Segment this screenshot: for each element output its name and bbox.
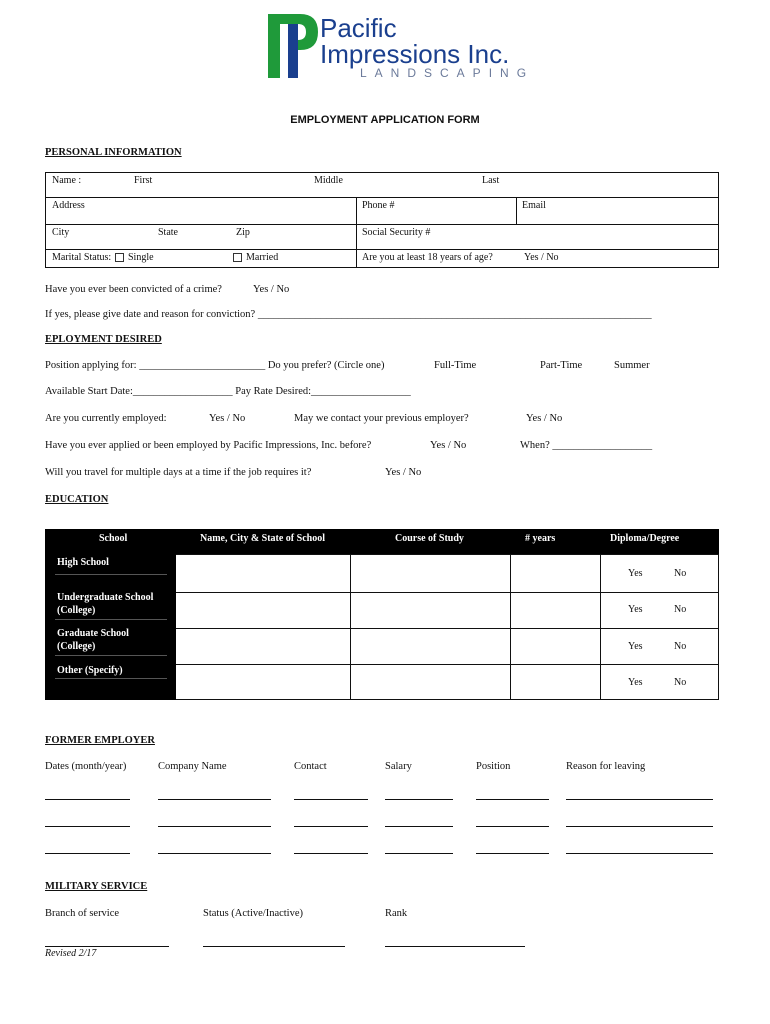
education-heading: EDUCATION	[45, 494, 109, 505]
education-table	[45, 529, 719, 700]
company-logo	[266, 10, 535, 82]
former-line[interactable]	[45, 826, 130, 827]
former-line[interactable]	[294, 826, 368, 827]
desired-heading: EPLOYMENT DESIRED	[45, 334, 162, 345]
former-line[interactable]	[385, 853, 453, 854]
former-col-salary: Salary	[385, 761, 412, 772]
ug-no[interactable]: No	[674, 604, 687, 615]
state-label[interactable]: State	[158, 227, 178, 238]
marital-label: Marital Status:	[52, 252, 112, 263]
former-col-position: Position	[476, 761, 511, 772]
full-time-option[interactable]: Full-Time	[434, 360, 477, 371]
employed-answer[interactable]: Yes / No	[209, 413, 246, 424]
col-diploma: Diploma/Degree	[610, 533, 680, 544]
other-yes[interactable]: Yes	[628, 677, 643, 688]
single-label: Single	[128, 252, 154, 263]
ug-yes[interactable]: Yes	[628, 604, 643, 615]
name-label: Name :	[52, 175, 82, 186]
school-type-column	[45, 554, 176, 700]
when-field[interactable]: When? ___________________	[520, 440, 653, 451]
age-answer[interactable]: Yes / No	[524, 252, 559, 263]
col-school: School	[99, 533, 128, 544]
former-line[interactable]	[476, 826, 549, 827]
former-col-dates: Dates (month/year)	[45, 761, 127, 772]
school-graduate: Graduate School (College)	[57, 628, 129, 652]
grad-no[interactable]: No	[674, 641, 687, 652]
former-line[interactable]	[385, 799, 453, 800]
col-years: # years	[525, 533, 556, 544]
revised-date: Revised 2/17	[45, 948, 97, 959]
part-time-option[interactable]: Part-Time	[540, 360, 583, 371]
employed-question: Are you currently employed:	[45, 413, 167, 424]
former-line[interactable]	[476, 853, 549, 854]
last-name-label[interactable]: Last	[482, 175, 500, 186]
military-rank-line[interactable]	[385, 946, 525, 947]
address-label[interactable]: Address	[52, 200, 85, 211]
first-name-label[interactable]: First	[134, 175, 153, 186]
middle-name-label[interactable]: Middle	[314, 175, 343, 186]
personal-info-table	[45, 172, 719, 268]
former-line[interactable]	[476, 799, 549, 800]
zip-label[interactable]: Zip	[236, 227, 250, 238]
crime-answer[interactable]: Yes / No	[253, 284, 290, 295]
former-col-contact: Contact	[294, 761, 327, 772]
military-heading: MILITARY SERVICE	[45, 881, 148, 892]
hs-no[interactable]: No	[674, 568, 687, 579]
email-label[interactable]: Email	[522, 200, 546, 211]
education-grid[interactable]	[176, 554, 719, 700]
contact-answer[interactable]: Yes / No	[526, 413, 563, 424]
summer-option[interactable]: Summer	[614, 360, 650, 371]
former-line[interactable]	[45, 799, 130, 800]
travel-question: Will you travel for multiple days at a time if the job requires it?	[45, 467, 312, 478]
former-line[interactable]	[566, 826, 713, 827]
crime-question: Have you ever been convicted of a crime?	[45, 284, 222, 295]
grad-yes[interactable]: Yes	[628, 641, 643, 652]
col-name-city-state: Name, City & State of School	[200, 533, 325, 544]
military-status-line[interactable]	[203, 946, 345, 947]
former-line[interactable]	[158, 853, 271, 854]
pi-monogram-icon	[266, 10, 326, 82]
former-line[interactable]	[385, 826, 453, 827]
former-line[interactable]	[158, 826, 271, 827]
city-label[interactable]: City	[52, 227, 70, 238]
military-branch-line[interactable]	[45, 946, 169, 947]
married-label: Married	[246, 252, 279, 263]
former-line[interactable]	[294, 799, 368, 800]
former-col-reason: Reason for leaving	[566, 761, 646, 772]
ssn-label[interactable]: Social Security #	[362, 227, 431, 238]
applied-question: Have you ever applied or been employed by Pacific Impressions, Inc. before?	[45, 440, 372, 451]
other-no[interactable]: No	[674, 677, 687, 688]
school-undergrad: Undergraduate School (College)	[57, 592, 154, 616]
married-checkbox[interactable]	[233, 253, 242, 262]
former-line[interactable]	[45, 853, 130, 854]
brand-line-3: LANDSCAPING	[360, 66, 535, 80]
start-pay-line[interactable]: Available Start Date:___________________ Pay Rate Desired:___________________	[45, 386, 411, 397]
age-question: Are you at least 18 years of age?	[362, 252, 493, 263]
school-high: High School	[57, 557, 109, 568]
phone-label[interactable]: Phone #	[362, 200, 395, 211]
former-line[interactable]	[566, 853, 713, 854]
former-col-company: Company Name	[158, 761, 227, 772]
single-checkbox[interactable]	[115, 253, 124, 262]
military-rank-label: Rank	[385, 908, 408, 919]
school-other: Other (Specify)	[57, 665, 123, 676]
former-heading: FORMER EMPLOYER	[45, 735, 155, 746]
former-line[interactable]	[566, 799, 713, 800]
education-header-row	[45, 529, 719, 554]
former-line[interactable]	[158, 799, 271, 800]
form-title: EMPLOYMENT APPLICATION FORM	[290, 114, 480, 126]
brand-line-2: Impressions Inc.	[320, 39, 510, 69]
contact-question: May we contact your previous employer?	[294, 413, 469, 424]
hs-yes[interactable]: Yes	[628, 568, 643, 579]
travel-answer[interactable]: Yes / No	[385, 467, 422, 478]
applied-answer[interactable]: Yes / No	[430, 440, 467, 451]
crime-explain[interactable]: If yes, please give date and reason for conviction? ___________________________________________________________________________	[45, 309, 652, 320]
former-line[interactable]	[294, 853, 368, 854]
personal-heading: PERSONAL INFORMATION	[45, 147, 182, 158]
military-branch-label: Branch of service	[45, 908, 120, 919]
military-status-label: Status (Active/Inactive)	[203, 908, 304, 919]
brand-line-1: Pacific	[320, 13, 397, 43]
position-line[interactable]: Position applying for: ________________________ Do you prefer? (Circle one)	[45, 360, 385, 371]
col-course: Course of Study	[395, 533, 464, 544]
